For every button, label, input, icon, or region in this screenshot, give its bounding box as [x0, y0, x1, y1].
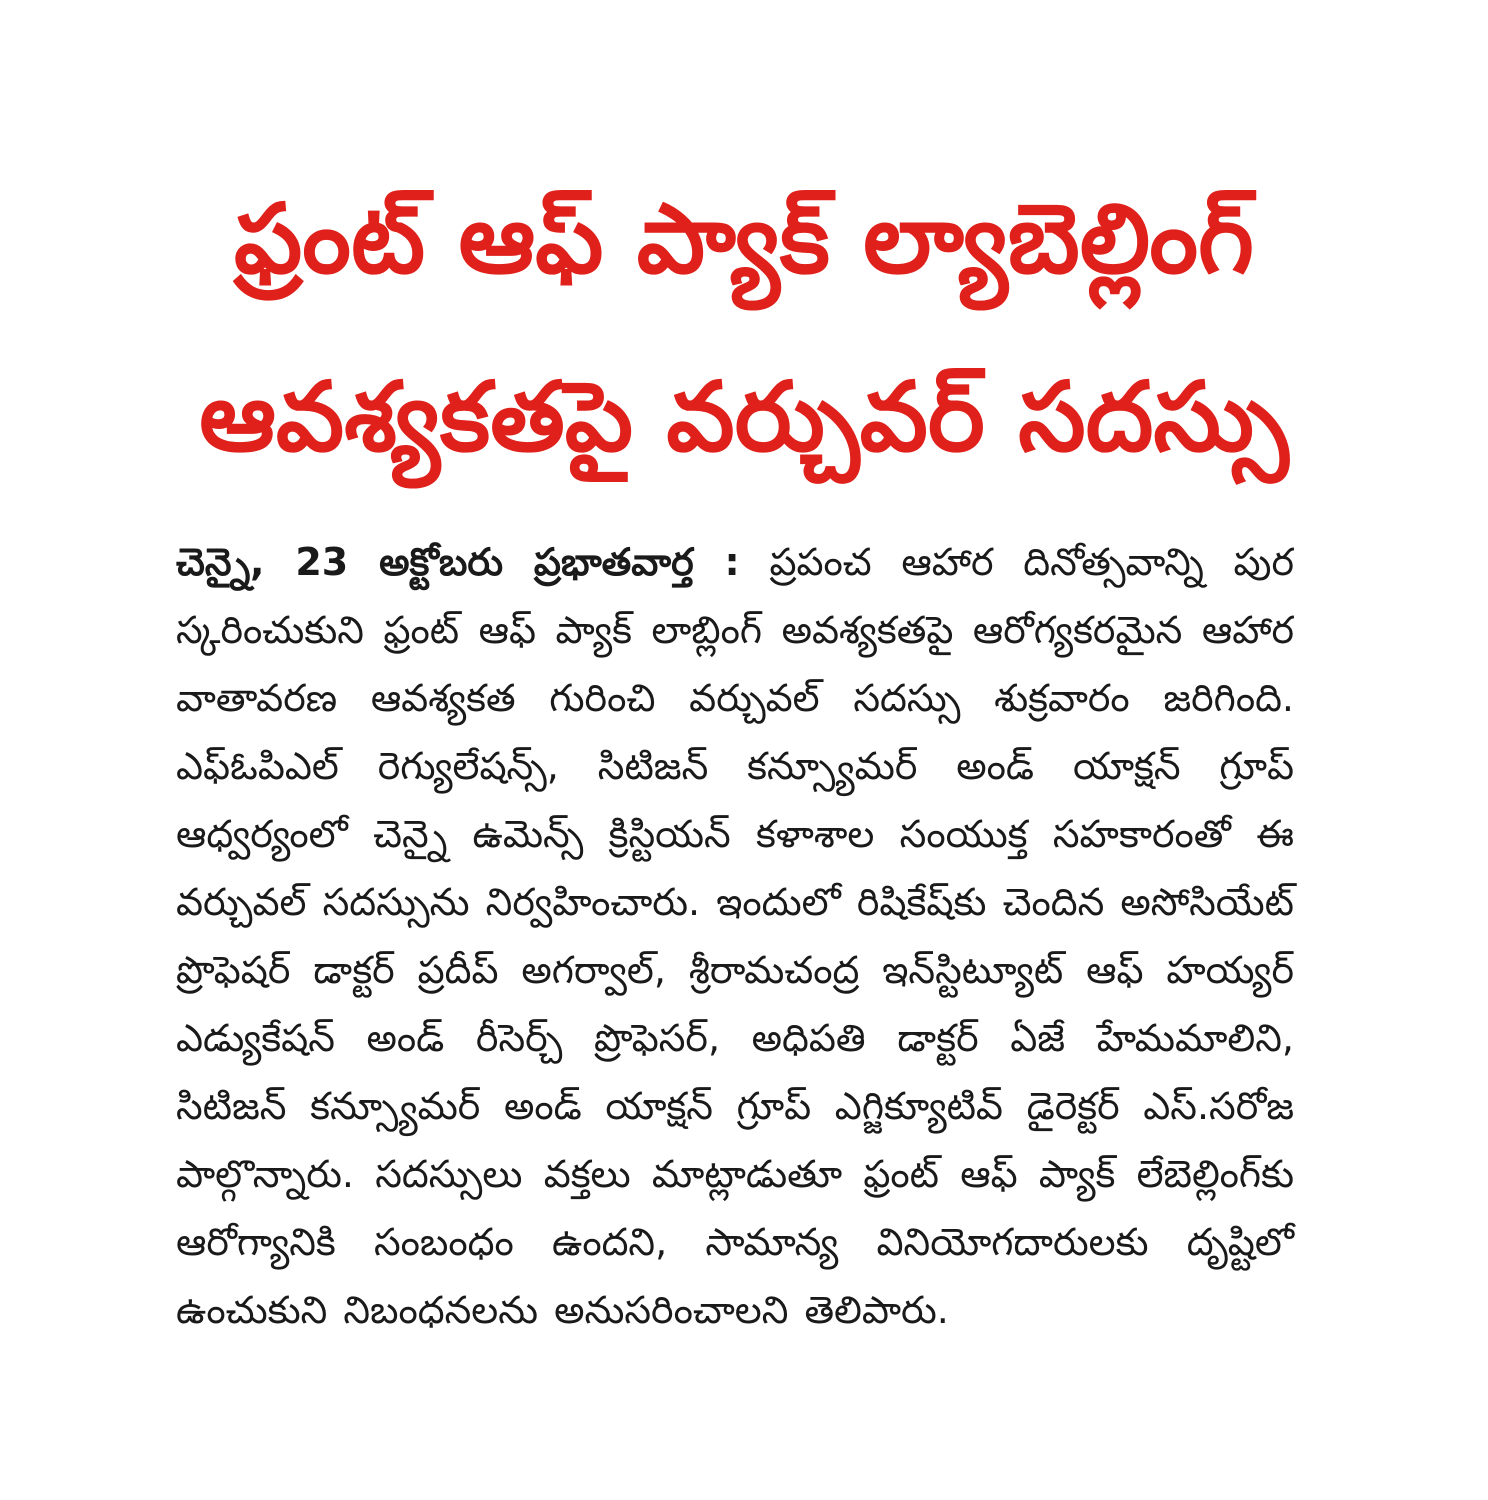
- article-body: [176, 528, 1294, 1344]
- headline: [150, 150, 1338, 506]
- article-text: ప్రపంచ ఆహార దినోత్సవాన్ని పుర స్కరించుకుని ఫ్రంట్ ఆఫ్ ప్యాక్ లాబ్లింగ్ అవశ్యకతపై ఆరోగ్యకరమైన ఆహార వాతావరణ ఆవశ్యకత గురించి వర్చువల్ సదస్సు శుక్రవారం జరిగింది. ఎఫ్ఓపిఎల్ రెగ్యులేషన్స్, సిటిజన్ కన్స్యూమర్ అండ్ యాక్షన్ గ్రూప్ ఆధ్వర్యంలో చెన్నై ఉమెన్స్ క్రిస్టియన్ కళాశాల సంయుక్త సహకారంతో ఈ వర్చువల్ సదస్సును నిర్వహించారు. ఇందులో రిషికేష్‌కు చెందిన అసోసియేట్ ప్రొఫెషర్ డాక్టర్ ప్రదీప్ అగర్వాల్, శ్రీరామచంద్ర ఇన్‌స్టిట్యూట్ ఆఫ్ హయ్యర్ ఎడ్యుకేషన్ అండ్ రీసెర్చ్ ప్రొఫెసర్, అధిపతి డాక్టర్ ఏజే హేమమాలిని, సిటిజన్ కన్స్యూమర్ అండ్ యాక్షన్ గ్రూప్ ఎగ్జిక్యూటివ్ డైరెక్టర్ ఎస్.సరోజ పాల్గొన్నారు. సదస్సులు వక్తలు మాట్లాడుతూ ఫ్రంట్ ఆఫ్ ప్యాక్ లేబెల్లింగ్‌కు ఆరోగ్యానికి సంబంధం ఉందని, సామాన్య వినియోగదారులకు దృష్టిలో ఉంచుకుని నిబంధనలను అనుసరించాలని తెలిపారు.: [176, 540, 1294, 1332]
- headline-line-2: ఆవశ్యకతపై వర్చువర్ సదస్సు: [199, 361, 1289, 473]
- dateline: చెన్నై, 23 అక్టోబరు ప్రభాతవార్త :: [176, 540, 740, 584]
- headline-line-1: ఫ్రంట్ ఆఫ్ ప్యాక్ ల్యాబెల్లింగ్: [234, 183, 1254, 295]
